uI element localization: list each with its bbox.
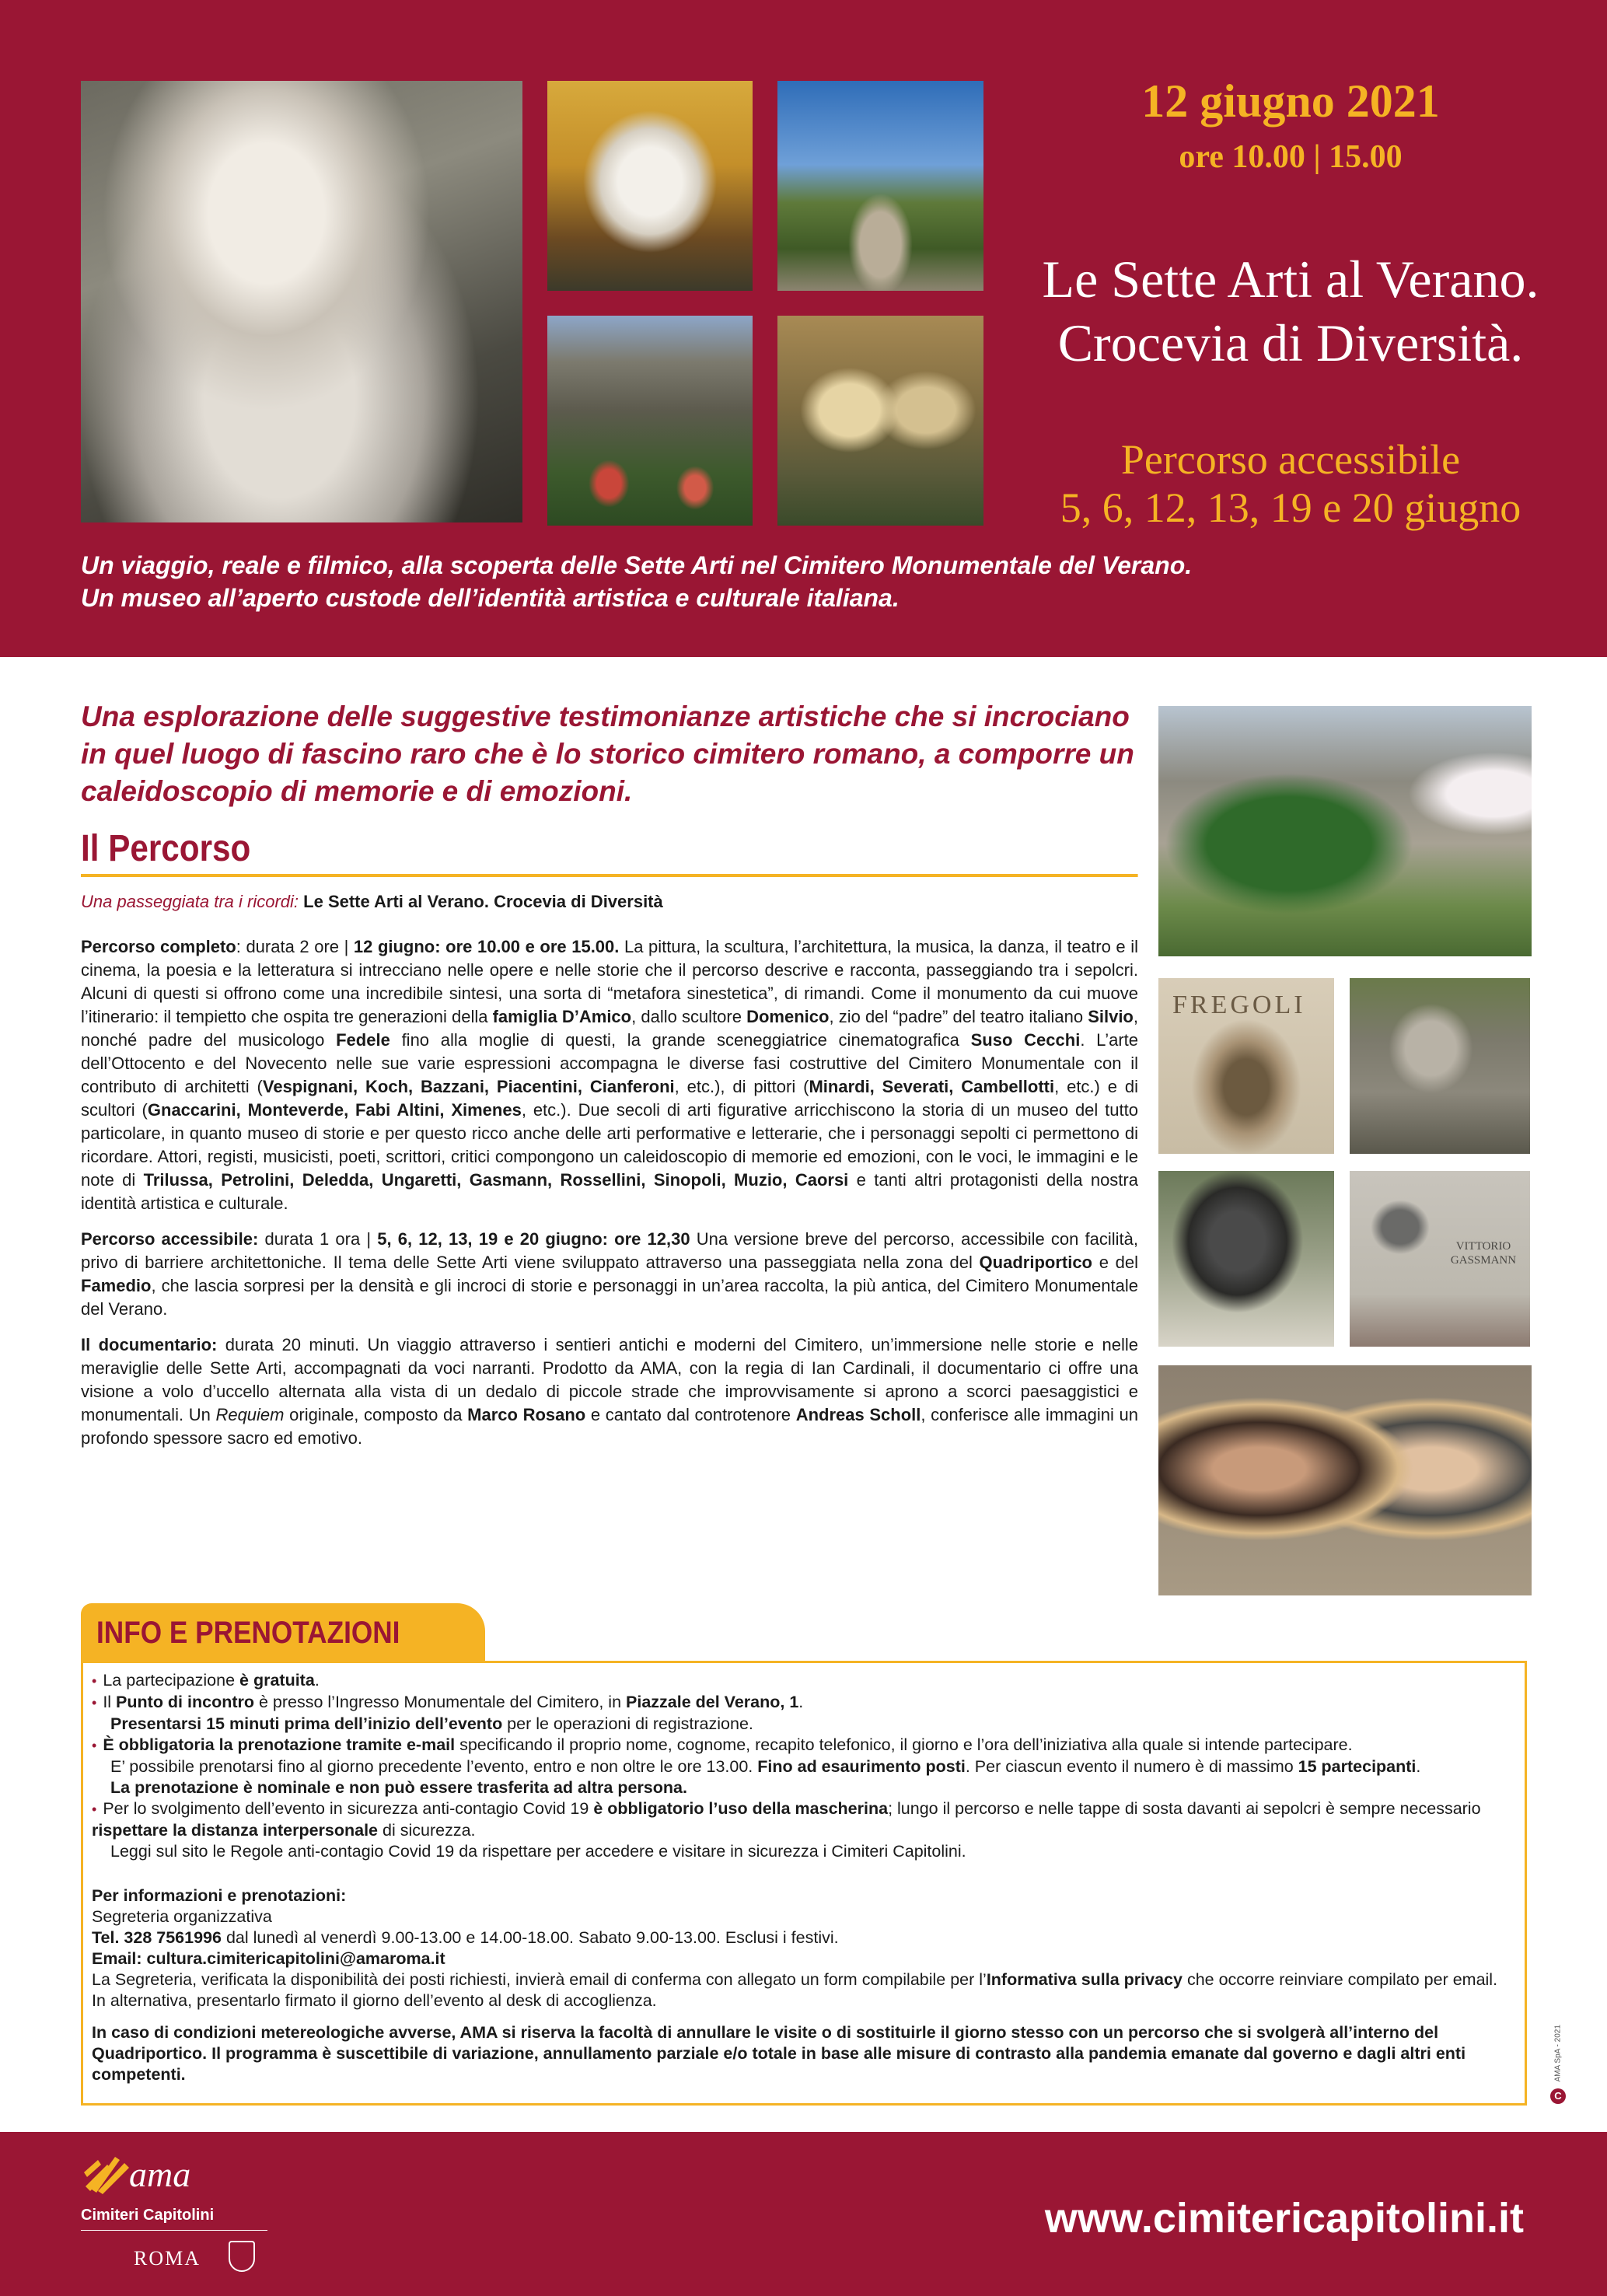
gassmann-tomb-photo [1350, 1171, 1530, 1347]
copyright-text: AMA SpA - 2021 [1553, 2025, 1563, 2082]
full-route-schedule: 12 giugno: ore 10.00 e ore 15.00. [353, 937, 620, 956]
list-item: • Per lo svolgimento dell’evento in sicurezza anti-contagio Covid 19 è obbligatorio l’uso della mascherina; lungo il percorso e nelle tappe di sosta davanti ai sepolcri è sempre necessario rispettare la distanza interpersonale di sicurezza. Leggi sul sito le Regole anti-contagio Covid 19 da rispettare per accedere e visitare in sicurezza i Cimiteri Capitolini. [92, 1799, 1481, 1861]
header-intro-line1: Un viaggio, reale e filmico, alla scoperta delle Sette Arti nel Cimitero Monumentale del Verano. [81, 551, 1193, 579]
list-item: • Il Punto di incontro è presso l’Ingresso Monumentale del Cimitero, in Piazzale del Verano, 1. Presentarsi 15 minuti prima dell’inizio dell’evento per le operazioni di registrazione. [92, 1693, 804, 1733]
ama-hand-icon [81, 2149, 134, 2196]
section-title: Il Percorso [81, 827, 1138, 877]
angel-statue-photo [81, 81, 522, 522]
route-subtitle [81, 890, 1138, 914]
list-item: • La partecipazione è gratuita. [92, 1671, 320, 1690]
bullet-icon: • [92, 1673, 97, 1689]
event-title [1003, 247, 1578, 375]
fregoli-tomb-photo [1158, 978, 1334, 1154]
fregoli-inscription: FREGOLI [1172, 991, 1306, 1019]
header-band [0, 0, 1607, 657]
bullet-icon: • [92, 1695, 97, 1711]
aedicule-photo [547, 81, 753, 291]
info-content [92, 1670, 1514, 2085]
event-title-line1: Le Sette Arti al Verano. [1042, 250, 1539, 309]
copyright-notice [1547, 2014, 1569, 2107]
bronze-bust-photo [1158, 1171, 1334, 1347]
full-route-paragraph: Percorso completo: durata 2 ore | 12 giugno: ore 10.00 e ore 15.00. La pittura, la scultura, l’architettura, la musica, la danza, il teatro e il cinema, la poesia e la letteratura si intrecciano nelle opere e nelle storie che il percorso descrive e racconta, passeggiando tra i sepolcri. Alcuni di questi si offrono come una incredibile sintesi, una sorta di “metafora sinestetica”, di rimandi. Come il monumento da cui muove l’itinerario: il tempietto che ospita tre generazioni della famiglia D’Amico, dallo scultore Domenico, zio del “padre” del teatro italiano Silvio, nonché padre del musicologo Fedele fino alla moglie di questi, la grande sceneggiatrice cinematografica Suso Cecchi. L’arte dell’Ottocento e del Novecento nelle sue varie espressioni accompagna le diverse fasi costruttive del Cimitero Monumentale con il contributo di architetti (Vespignani, Koch, Bazzani, Piacentini, Cianferoni, etc.), di pittori (Minardi, Severati, Cambellotti, etc.) e di scultori (Gnaccarini, Monteverde, Fabi Altini, Ximenes, etc.). Due secoli di arti figurative arricchiscono la storia di un museo del tutto particolare, in quanto museo di storie e per questo ricco anche delle arti performative e letterarie, che i personaggi sepolti ci permettono di ricordare. Attori, registi, musicisti, poeti, scrittori, critici compongono un caleidoscopio di memorie ed emozioni, con le voci, le immagini e le note di Trilussa, Petrolini, Deledda, Ungaretti, Gasmann, Rossellini, Sinopoli, Muzio, Caorsi e tanti altri protagonisti della nostra identità artistica e culturale. [81, 937, 1138, 1213]
route-subtitle-prefix: Una passeggiata tra i ricordi: [81, 892, 299, 911]
privacy-note: La Segreteria, verificata la disponibilità dei posti richiesti, invierà email di conferma con allegato un form compilabile per l’Informativa sulla privacy che occorre reinviare compilato per email. In alternativa, presentarlo firmato il giorno dell’evento al desk di accoglienza. [92, 1970, 1498, 2010]
info-list [92, 1670, 1514, 1862]
route-subtitle-title: Le Sette Arti al Verano. Crocevia di Diversità [303, 892, 663, 911]
event-date: 12 giugno 2021 [1141, 75, 1440, 127]
route-description [81, 890, 1138, 1463]
full-route-label: Percorso completo [81, 937, 236, 956]
accessible-route-schedule: 5, 6, 12, 13, 19 e 20 giugno: ore 12,30 [377, 1229, 690, 1249]
office-hours: dal lunedì al venerdì 9.00-13.00 e 14.00-18.00. Sabato 9.00-13.00. Esclusi i festivi. [221, 1928, 839, 1947]
phone-number: Tel. 328 7561996 [92, 1928, 222, 1947]
contacts-org: Segreteria organizzativa [92, 1907, 272, 1926]
contacts-block [92, 1885, 1514, 2085]
lead-paragraph: Una esplorazione delle suggestive testimonianze artistiche che si incrociano in quel luogo di fascino raro che è lo storico cimitero romano, a comporre un caleidoscopio di memorie e di emozioni. [81, 701, 1134, 807]
roma-shield-icon [229, 2241, 255, 2272]
email-address[interactable]: Email: cultura.cimitericapitolini@amaroma.it [92, 1949, 445, 1968]
accessible-route-title: Percorso accessibile: [81, 1229, 259, 1249]
bullet-icon: • [92, 1802, 97, 1817]
list-item: • È obbligatoria la prenotazione tramite e-mail specificando il proprio nome, cognome, recapito telefonico, il giorno e l’ora dell’iniziativa alla quale si intende partecipare. E’ possibile prenotarsi fino al giorno precedente l’evento, entro e non oltre le ore 13.00. Fino ad esaurimento posti. Per ciascun evento il numero è di massimo 15 partecipanti. La prenotazione è nominale e non può essere trasferita ad altra persona. [92, 1735, 1421, 1797]
mourner-statue-photo [1350, 978, 1530, 1154]
event-title-line2: Crocevia di Diversità. [1057, 313, 1524, 372]
mosaic-tomb-photo [777, 316, 983, 526]
contacts-heading: Per informazioni e prenotazioni: [92, 1886, 347, 1905]
header-intro-line2: Un museo all’aperto custode dell’identità artistica e culturale italiana. [81, 584, 900, 612]
documentary-paragraph: Il documentario: durata 20 minuti. Un viaggio attraverso i sentieri antichi e moderni del Cimitero, un’immersione nelle storie e nelle meraviglie delle Sette Arti, accompagnati da voci narranti. Prodotto da AMA, con la regia di Ian Cardinali, il documentario ci offre una visione a volo d’uccello alternata alla vista di un dedalo di piccole strade che improvvisamente si aprono a scorci paesaggistici e monumentali. Un Requiem originale, composto da Marco Rosano e cantato dal controtenore Andreas Scholl, conferisce alle immagini un profondo spessore sacro ed emotivo. [81, 1335, 1138, 1448]
copyright-icon: C [1550, 2088, 1566, 2104]
colonnade-photo [1158, 706, 1532, 956]
monument-statue-photo [777, 81, 983, 291]
accessible-route-label: Percorso accessibile [1120, 436, 1461, 483]
ama-subtitle: Cimiteri Capitolini [81, 2207, 215, 2224]
weather-notice: In caso di condizioni metereologiche avverse, AMA si riserva la facoltà di annullare le visite o di sostituirle il giorno stesso con un percorso che si svolgerà all’interno del Quadriportico. Il programma è suscettibile di variazione, annullamento parziale e/o totale in base alle misure di contrasto alla pandemia emanate dal governo e dagli altri enti competenti. [92, 2023, 1466, 2084]
logo-divider [81, 2230, 267, 2231]
gassmann-inscription: VITTORIO GASSMANN [1450, 1240, 1517, 1267]
info-tab [81, 1603, 485, 1661]
event-time: ore 10.00 | 15.00 [1179, 139, 1403, 175]
header-intro [81, 549, 1527, 614]
ama-wordmark: ama [129, 2154, 191, 2194]
tomb-with-flowers-photo [547, 316, 753, 526]
accessible-route-dates [1003, 435, 1578, 532]
accessible-route-paragraph: Percorso accessibile: durata 1 ora | 5, 6, 12, 13, 19 e 20 giugno: ore 12,30 Una versione breve del percorso, accessibile con facilità, privo di barriere architettoniche. Il tema delle Sette Arti viene sviluppato attraverso una passeggiata nella zona del Quadriportico e del Famedio, che lascia sorpresi per la densità e gli incroci di storie e personaggi in un’area raccolta, la più antica, del Cimitero Monumentale del Verano. [81, 1229, 1139, 1319]
documentary-label: Il documentario: [81, 1335, 218, 1354]
painted-portraits-photo [1158, 1365, 1532, 1595]
website-link[interactable]: www.cimitericapitolini.it [1044, 2195, 1524, 2242]
ama-logo[interactable] [81, 2149, 267, 2281]
accessible-route-days: 5, 6, 12, 13, 19 e 20 giugno [1060, 484, 1521, 531]
roma-label: ROMA [134, 2247, 201, 2270]
bullet-icon: • [92, 1738, 97, 1753]
info-title: INFO E PRENOTAZIONI [96, 1616, 400, 1650]
